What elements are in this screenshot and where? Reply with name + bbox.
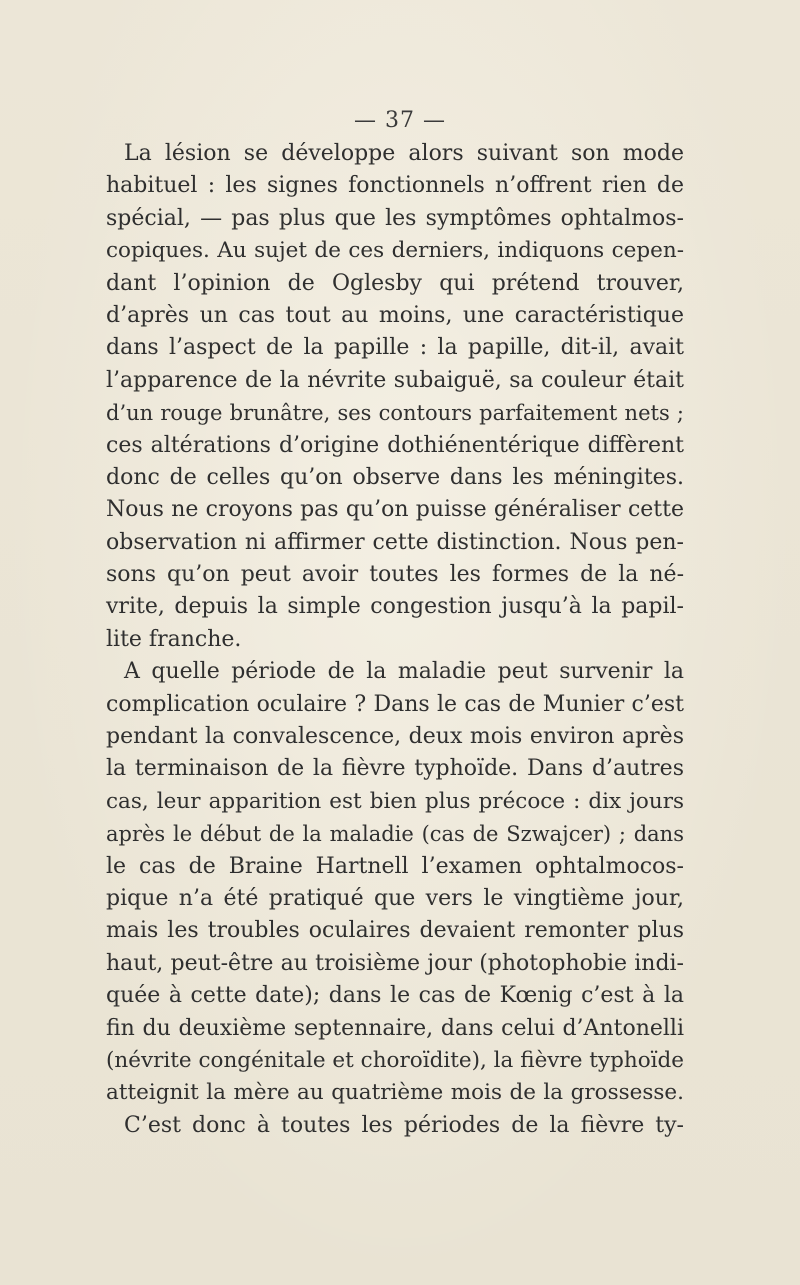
text-line: l’apparence de la névrite subaiguë, sa couleur était bbox=[106, 367, 684, 393]
text-line: vrite, depuis la simple congestion jusqu’à la papil- bbox=[106, 594, 684, 620]
text-line: dans l’aspect de la papille : la papille, dit-il, avait bbox=[106, 335, 684, 361]
text-line: habituel : les signes fonctionnels n’offrent rien de bbox=[106, 173, 684, 199]
text-line: complication oculaire ? Dans le cas de Munier c’est bbox=[106, 691, 684, 717]
text-line: ces altérations d’origine dothiénentérique diffèrent bbox=[106, 432, 684, 458]
text-line: d’après un cas tout au moins, une caractéristique bbox=[106, 302, 684, 328]
text-line: pendant la convalescence, deux mois environ après bbox=[106, 724, 684, 750]
text-line: donc de celles qu’on observe dans les méningites. bbox=[106, 464, 684, 490]
text-line: observation ni affirmer cette distinction. Nous pen- bbox=[106, 529, 684, 555]
text-line: La lésion se développe alors suivant son mode bbox=[124, 141, 684, 166]
text-line: mais les troubles oculaires devaient remonter plus bbox=[106, 918, 684, 944]
text-line: la terminaison de la fièvre typhoïde. Dans d’autres bbox=[106, 756, 684, 782]
text-line: C’est donc à toutes les périodes de la fièvre ty- bbox=[124, 1112, 684, 1138]
text-line: haut, peut-être au troisième jour (photophobie indi- bbox=[106, 950, 684, 976]
text-line: d’un rouge brunâtre, ses contours parfaitement nets ; bbox=[106, 401, 684, 426]
text-line: cas, leur apparition est bien plus précoce : dix jours bbox=[106, 788, 684, 814]
text-line: dant l’opinion de Oglesby qui prétend trouver, bbox=[106, 270, 684, 296]
text-line: quée à cette date); dans le cas de Kœnig c’est à la bbox=[106, 983, 684, 1009]
text-line: spécial, — pas plus que les symptômes ophtalmos- bbox=[106, 205, 684, 231]
text-line: A quelle période de la maladie peut survenir la bbox=[124, 659, 684, 685]
text-line: sons qu’on peut avoir toutes les formes de la né- bbox=[106, 562, 684, 588]
text-line: atteignit la mère au quatrième mois de la grossesse. bbox=[106, 1080, 684, 1106]
text-line: (névrite congénitale et choroïdite), la fièvre typhoïde bbox=[106, 1047, 684, 1073]
text-line: lite franche. bbox=[106, 626, 242, 652]
text-line: pique n’a été pratiqué que vers le vingtième jour, bbox=[106, 885, 684, 911]
page-number: — 37 — bbox=[354, 108, 446, 133]
text-line: le cas de Braine Hartnell l’examen ophtalmocos- bbox=[106, 853, 684, 879]
body-text bbox=[106, 138, 684, 1142]
text-line: après le début de la maladie (cas de Szwajcer) ; dans bbox=[106, 822, 684, 847]
text-line: Nous ne croyons pas qu’on puisse généraliser cette bbox=[106, 497, 684, 523]
text-line: fin du deuxième septennaire, dans celui d’Antonelli bbox=[106, 1015, 684, 1041]
text-line: copiques. Au sujet de ces derniers, indiquons cepen- bbox=[106, 238, 684, 264]
